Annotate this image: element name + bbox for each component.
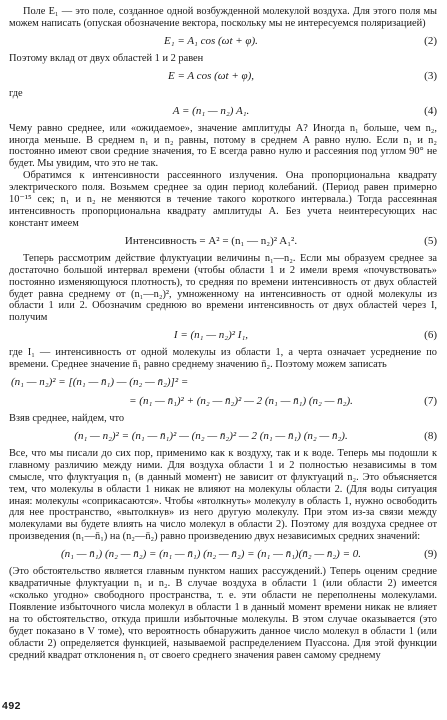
paragraph-field-e1: Поле E₁ — это поле, созданное одной возбужденной молекулой воздуха. Для этого поля мы можем написать (опуская обозначение вектора, поскольку мы не интересуемся поляризацией): [9, 6, 437, 29]
equation-9-text: (n₁ — n̄₁) (n₂ — n̄₂) = (n₁ — n̄₁) (n₂ — n̄₂) = (n₁ — n̄₁)(n̄₂ — n̄₂) = 0.: [60, 548, 362, 561]
equation-4-text: A = (n₁ — n₂) A₁.: [172, 104, 250, 117]
book-page: [9, 6, 437, 714]
paragraph-average-amplitude: Чему равно среднее, или «ожидаемое», значение амплитуды A? Иногда n₁ больше, чем n₂, иногда меньше. В среднем n₁ и n₂ равны, потому в среднем A равно нулю. Если n₁ и n₂ постоянно имеют свои средние значения, то E всегда равно нулю и рассеяния под углом 90° не будет. Мы увидим, что это не так.: [9, 122, 437, 170]
equation-3-text: E = A cos (ωt + φ),: [167, 69, 255, 82]
equation-6-text: I = (n₁ — n₂)² I₁,: [173, 329, 249, 342]
equation-2-number: (2): [424, 34, 437, 47]
equation-2: [9, 34, 437, 49]
equation-6-number: (6): [424, 329, 437, 342]
paragraph-contribution: Поэтому вклад от двух областей 1 и 2 равен: [9, 52, 204, 64]
paragraph-where: где: [9, 87, 23, 99]
equation-3: [9, 69, 437, 84]
equation-4: [9, 104, 437, 119]
equation-7-line-1: [9, 375, 437, 390]
equation-7-line-2: [9, 394, 437, 409]
equation-5-text: Интенсивность = A² = (n₁ — n₂)² A₁².: [124, 234, 298, 247]
equation-6: [9, 328, 437, 343]
paragraph-taking-average: Взяв среднее, найдем, что: [9, 413, 125, 425]
equation-7b-text: = (n₁ — n̄₁)² + (n₂ — n̄₂)² — 2 (n₁ — n̄₁) (n₂ — n̄₂).: [129, 395, 353, 408]
paragraph-air-water: Все, что мы писали до сих пор, применимо как к воздуху, так и к воде. Теперь мы подошли к главному различию между ними. Для воздуха области 1 и 2 полностью независимы в том смысле, что флуктуация n₁ (в данный момент) не зависит от флуктуаций n₂. Это объясняется тем, что молекулы в области 1 никак не влияют на молекулы области 2. (Для воды ситуация иная: молекулы «соприкасаются». Чтобы «втолкнуть» молекулу в область 1, нужно освободить для нее пространство, «вытолкнув» из него другую молекулу. При этом из-за связи между молекулами вы будете влиять на число молекул в области 2). Поэтому для воздуха среднее от произведения (n₁—n̄₁) на (n₂—n̄₂) равно произведению двух независимых средних значений:: [9, 447, 437, 543]
equation-7-number: (7): [424, 395, 437, 408]
equation-8-number: (8): [424, 429, 437, 442]
equation-5-number: (5): [424, 234, 437, 247]
paragraph-poisson: (Это обстоятельство является главным пунктом наших рассуждений.) Теперь оценим средние квадратичные флуктуации n₁ и n₂. В случае воздуха в области 1 (или области 2) имеется «сколько угодно» свободного пространства, т. е. эти области не переполнены молекулами. Появление избыточного числа молекул в области 1 в данный момент времени никак не влияет на то обстоятельство, откуда пришли избыточные молекулы. В этом случае оказывается (это будет показано в V томе), что вероятность обнаружить данное число молекул в области 1 (или области 2) определяется функцией, называемой распределением Пуассона. Для этой функции средний квадрат отклонения n₁ от своего среднего значения равен самому среднему: [9, 566, 437, 661]
equation-2-text: E₁ = A₁ cos (ωt + φ).: [164, 34, 258, 47]
paragraph-i1-definition: где I₁ — интенсивность от одной молекулы из области 1, а черта означает усреднение по времени. Среднее значение n̄₁ равно среднему значению n̄₂. Поэтому можем записать: [9, 347, 437, 371]
equation-8-text: (n₁ — n₂)² = (n₁ — n̄₁)² — (n₂ — n̄₂)² — 2 (n₁ — n̄₁) (n₂ — n̄₂).: [74, 429, 348, 442]
equation-5: [9, 234, 437, 249]
page-number: 492: [2, 700, 22, 712]
equation-9-number: (9): [424, 548, 437, 561]
paragraph-fluctuation: Теперь рассмотрим действие флуктуации величины n₁—n₂. Если мы образуем среднее за достаточно большой интервал времени (чтобы области 1 и 2 имели время «почувствовать» постоянно изменяющуюся плотность), то средняя по времени интенсивность от двух областей будет равна среднему от (n₁—n₂)², умноженному на интенсивность от одной молекулы из области 1 или 2. Обозначим среднюю во времени интенсивность от двух областей через I, получим: [9, 252, 437, 324]
paragraph-intensity: Обратимся к интенсивности рассеянного излучения. Она пропорциональна квадрату электрического поля. Возьмем среднее за один период колебаний. (Период равен примерно 10⁻¹⁵ сек; n₁ и n₂ не меняются в течение такого короткого интервала.) Тогда рассеянная интенсивность пропорциональна квадрату амплитуды A. Без учета неинтересующих нас констант имеем: [9, 170, 437, 229]
equation-3-number: (3): [424, 69, 437, 82]
equation-8: [9, 429, 437, 444]
equation-7a-text: (n₁ — n₂)² = [(n₁ — n̄₁) — (n₂ — n̄₂)]² =: [11, 376, 189, 389]
equation-9: [9, 547, 437, 562]
equation-4-number: (4): [424, 104, 437, 117]
